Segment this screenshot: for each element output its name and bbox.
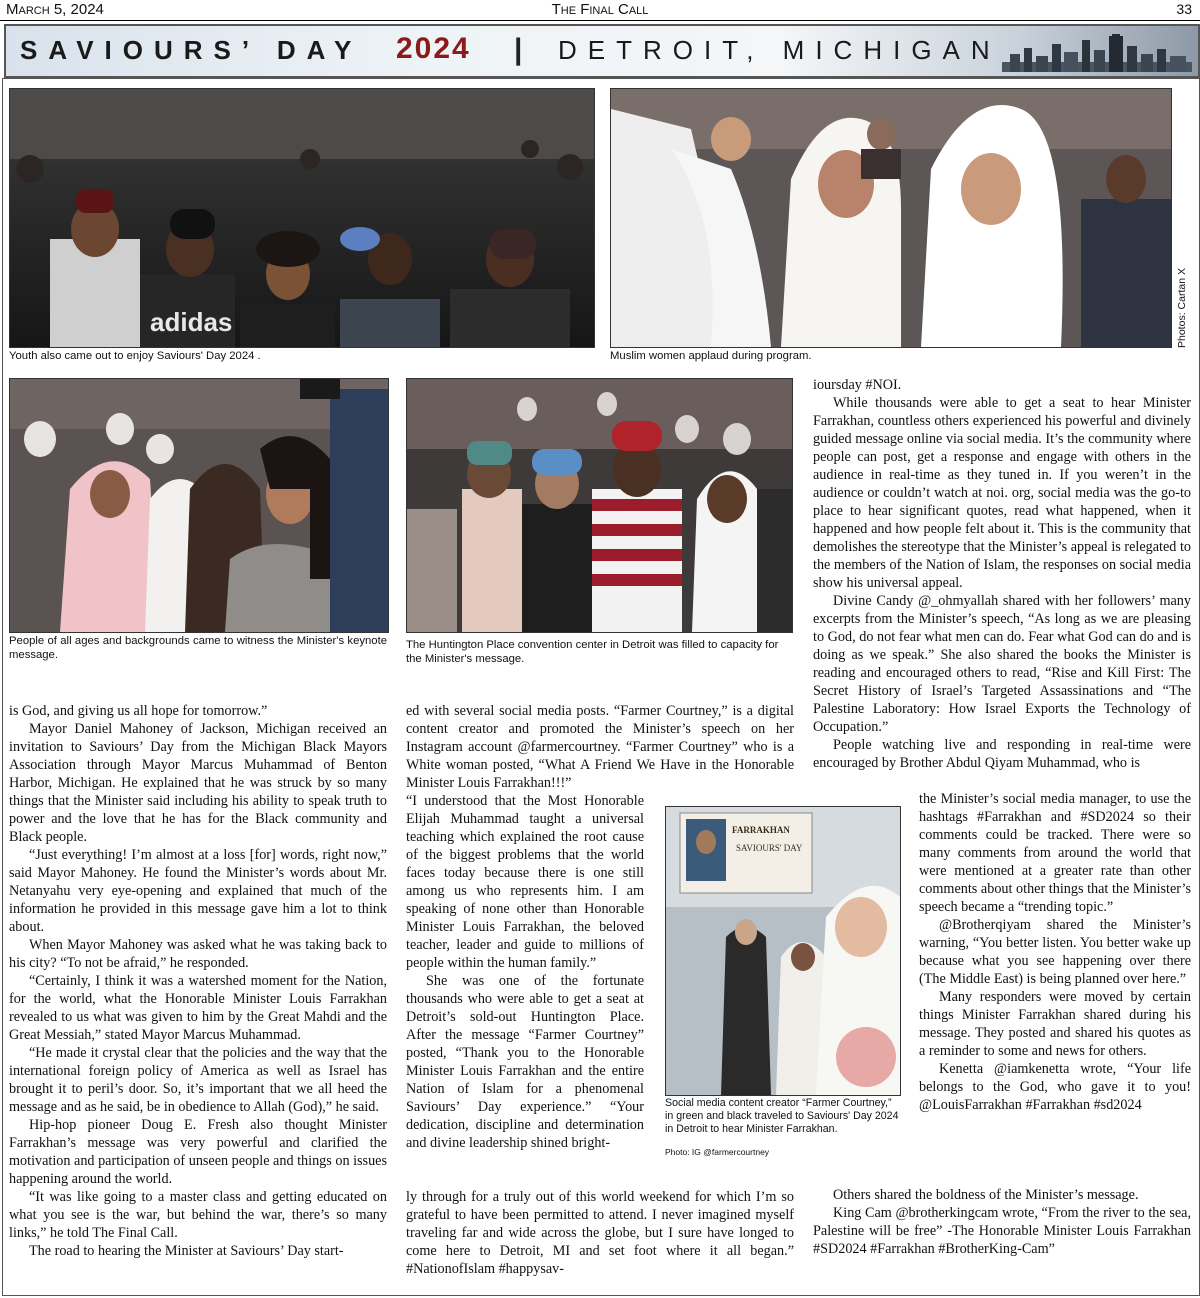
article-column-1 bbox=[9, 702, 387, 1260]
article-column-2-bottom bbox=[406, 1188, 794, 1278]
article-paragraph: She was one of the fortunate thousands who were able to get a seat at Detroit’s sold-out Huntington Place. After the message “Farmer Courtney” posted, “Thank you to the Honorable Minister Louis Farrakhan and the entire Nation of Islam for a phenomenal Saviours’ Day experience.” “Your dedication, discipline and determination and divine leadership shined bright- bbox=[406, 973, 644, 1151]
article-column-2-top bbox=[406, 702, 794, 792]
banner-year: 2024 bbox=[396, 32, 471, 65]
page-number: 33 bbox=[1176, 1, 1192, 17]
article-paragraph: Others shared the boldness of the Minister’s message. bbox=[833, 1187, 1139, 1203]
article-paragraph: While thousands were able to get a seat to hear Minister Farrakhan, countless others experienced his powerful and divinely guided message online via social media. It’s the community where people can post, get a response and engage with others in the audience in real-time as they tuned in. If you weren’t in the audience or couldn’t watch at noi. org, social media was the go-to place to hear significant quotes, read what happened, when it happened and how people felt about it. This is the community that demolishes the stereotype that the Minister’s appeal is relegated to the members of the Nation of Islam, the responses on social media show his universal appeal. bbox=[813, 395, 1191, 591]
article-paragraph: is God, and giving us all hope for tomorrow.” bbox=[9, 703, 268, 719]
article-paragraph: ioursday #NOI. bbox=[813, 377, 902, 393]
article-column-3-narrow bbox=[919, 790, 1191, 1114]
article-column-2-narrow bbox=[406, 792, 644, 1152]
article-paragraph: When Mayor Mahoney was asked what he was taking back to his city? “To not be afraid,” he responded. bbox=[9, 937, 387, 971]
article-paragraph: People watching live and responding in real-time were encouraged by Brother Abdul Qiyam Muhammad, who is bbox=[813, 737, 1191, 771]
article-paragraph: ed with several social media posts. “Farmer Courtney,” is a digital content creator and promoted the Minister’s speech on her Instagram account @farmercourtney. “Farmer Courtney” who is a White woman posted, “What A Friend We Have in the Honorable Minister Louis Farrakhan!!!” bbox=[406, 703, 794, 791]
article-paragraph: The road to hearing the Minister at Saviours’ Day start- bbox=[29, 1243, 344, 1259]
photo-farmer-courtney bbox=[665, 806, 901, 1096]
article-paragraph: Hip-hop pioneer Doug E. Fresh also thought Minister Farrakhan’s message was very powerful and clarified the motivation and participation of unseen people and things on issues happening around the world. bbox=[9, 1117, 387, 1187]
article-paragraph: Many responders were moved by certain things Minister Farrakhan shared during his message. They posted and shared his quotes as a reminder to some and news for others. bbox=[919, 989, 1191, 1059]
banner-separator: | bbox=[514, 33, 523, 66]
photo-youth-audience bbox=[9, 88, 595, 348]
article-paragraph: “He made it crystal clear that the policies and the way that the international foreign policy of America as well as Israel has brought it to peril’s door. So, it’s important that we all heed the message and as he said, be in obedience to Allah (God),” he said. bbox=[9, 1045, 387, 1115]
photo-muslim-women bbox=[610, 88, 1172, 348]
inset-sign-title: FARRAKHAN bbox=[732, 825, 790, 835]
article-paragraph: @Brotherqiyam shared the Minister’s warning, “You better listen. You better wake up because what you see happening over there (The Middle East) is being planned over here.” bbox=[919, 917, 1191, 987]
caption-muslim-women: Muslim women applaud during program. bbox=[610, 350, 812, 362]
article-paragraph: “It was like going to a master class and getting educated on what you see is the war, but behind the war, there’s so many links,” he told The Final Call. bbox=[9, 1189, 387, 1241]
caption-huntington-place: The Huntington Place convention center in Detroit was filled to capacity for the Minister's message. bbox=[406, 639, 779, 665]
article-paragraph: King Cam @brotherkingcam wrote, “From the river to the sea, Palestine will be free” -The Honorable Minister Louis Farrakhan #SD2024 #Farrakhan #BrotherKing-Cam” bbox=[813, 1205, 1191, 1257]
article-paragraph: “I understood that the Most Honorable Elijah Muhammad taught a universal teaching which explained the root cause of the biggest problems that the world faces today because there is one still among us who represents him. I am speaking of none other than Honorable Minister Louis Farrakhan, the beloved teacher, leader and guide to millions of people within the human family.” bbox=[406, 793, 644, 971]
publication-name: The Final Call bbox=[551, 1, 649, 18]
article-paragraph: Mayor Daniel Mahoney of Jackson, Michigan received an invitation to Saviours’ Day from the Michigan Black Mayors Association through Mayor Marcus Muhammad of Benton Harbor, Michigan. He explained that he was struck by so many things that the Minister said including his ability to speak truth to power and the love that he has for the Black community and Black people. bbox=[9, 721, 387, 845]
detroit-skyline-icon bbox=[1002, 34, 1192, 72]
banner-location: DETROIT, MICHIGAN bbox=[558, 35, 1001, 65]
page-folio bbox=[0, 0, 1200, 21]
article-column-3-bottom bbox=[813, 1186, 1191, 1258]
caption-all-ages: People of all ages and backgrounds came to witness the Minister's keynote message. bbox=[9, 635, 387, 661]
article-paragraph: “Just everything! I’m almost at a loss [for] words, right now,” said Mayor Mahoney. He found the Minister’s words about Mr. Netanyahu very eye-opening and explained that much of the information he provided in this message gave him a lot to think about. bbox=[9, 847, 387, 935]
caption-farmer-courtney: Social media content creator “Farmer Courtney,” in green and black traveled to Saviours' Day 2024 in Detroit to hear Minister Farrakhan. bbox=[665, 1097, 899, 1135]
inset-photo-credit: Photo: IG @farmercourtney bbox=[665, 1147, 770, 1157]
article-paragraph: the Minister’s social media manager, to use the hashtags #Farrakhan and #SD2024 so their comments could be tracked. There were so many comments from around the world that were mentioned at a greater rate than other comments about other things that the Minister’s speech became a “trending topic.” bbox=[919, 791, 1191, 915]
issue-date: March 5, 2024 bbox=[6, 1, 104, 18]
banner-saviours-day: SAVIOURS’ DAY bbox=[20, 35, 363, 65]
inset-sign-sub: SAVIOURS' DAY bbox=[736, 843, 803, 853]
photo-huntington-place bbox=[406, 378, 793, 633]
article-paragraph: ly through for a truly out of this world weekend for which I’m so grateful to have been permitted to attend. I never imagined myself traveling far and wide across the globe, but I sure have longed to come here to Detroit, MI and set foot where it all began.” #NationofIslam #happysav- bbox=[406, 1189, 794, 1277]
caption-youth-audience: Youth also came out to enjoy Saviours' Day 2024 . bbox=[9, 350, 261, 362]
article-column-3 bbox=[813, 376, 1191, 772]
article-paragraph: “Certainly, I think it was a watershed moment for the Nation, for the world, what the Honorable Minister Louis Farrakhan revealed to us what was given to him by the Great Mahdi and the Great Messiah,” stated Mayor Marcus Muhammad. bbox=[9, 973, 387, 1043]
article-paragraph: Kenetta @iamkenetta wrote, “Your life belongs to the God, who gave it to you! @LouisFarrakhan #Farrakhan #sd2024 bbox=[919, 1061, 1191, 1113]
section-banner bbox=[4, 24, 1200, 78]
article-paragraph: Divine Candy @_ohmyallah shared with her followers’ many excerpts from the Minister’s speech, “As long as we are pleasing to God, do not fear what men can do. Fear what God can do and is doing as we speak.” She also shared the books the Minister is reading and encouraged others to read, “Rise and Kill First: The Secret History of Israel’s Targeted Assassinations and “The Palestine Laboratory: How Israel Exports the Technology of Occupation.” bbox=[813, 593, 1191, 735]
photo-all-ages bbox=[9, 378, 389, 633]
photo-shirt-text: adidas bbox=[150, 307, 233, 337]
photo-credit: Photos: Cartan X bbox=[1176, 268, 1188, 348]
